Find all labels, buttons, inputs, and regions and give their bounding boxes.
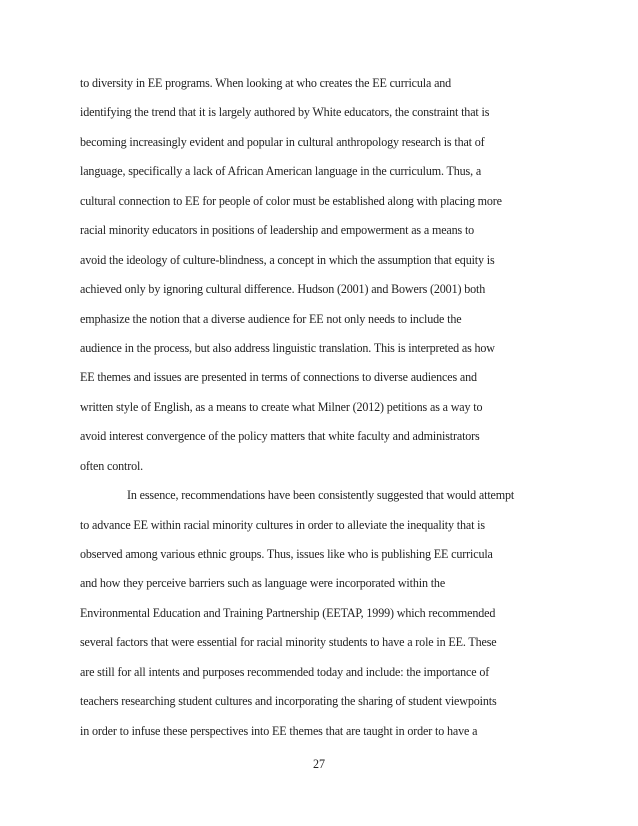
text-line-1: to diversity in EE programs. When looking at who creates the EE curricula and [80, 76, 452, 90]
text-line-18: and how they perceive barriers such as language were incorporated within the [80, 576, 446, 591]
page-number: 27 [312, 757, 326, 771]
text-line-3: becoming increasingly evident and popular in cultural anthropology research is that of [80, 134, 485, 149]
text-line-8: achieved only by ignoring cultural difference. Hudson (2001) and Bowers (2001) both [80, 282, 486, 297]
text-line-5: cultural connection to EE for people of color must be established along with placing more [80, 193, 502, 208]
text-line-13: avoid interest convergence of the policy matters that white faculty and administrators [80, 429, 480, 444]
text-line-22: teachers researching student cultures and incorporating the sharing of student viewpoints [80, 694, 497, 709]
text-line-2: identifying the trend that it is largely authored by White educators, the constraint that is [80, 105, 490, 120]
text-line-14: often control. [80, 458, 144, 473]
text-line-21: are still for all intents and purposes recommended today and include: the importance of [80, 664, 490, 679]
text-line-16: to advance EE within racial minority cultures in order to alleviate the inequality that is [80, 517, 485, 532]
body-text [80, 69, 560, 746]
text-line-20: several factors that were essential for racial minority students to have a role in EE. These [80, 635, 497, 650]
text-line-6: racial minority educators in positions of leadership and empowerment as a means to [80, 223, 475, 238]
text-line-23: in order to infuse these perspectives into EE themes that are taught in order to have a [80, 723, 478, 738]
paragraph-start-line: In essence, recommendations have been consistently suggested that would attempt [127, 488, 515, 503]
text-line-19: Environmental Education and Training Partnership (EETAP, 1999) which recommended [80, 605, 496, 620]
text-line-7: avoid the ideology of culture-blindness, a concept in which the assumption that equity is [80, 252, 495, 267]
text-line-11: EE themes and issues are presented in terms of connections to diverse audiences and [80, 370, 477, 385]
text-line-9: emphasize the notion that a diverse audience for EE not only needs to include the [80, 311, 462, 326]
text-line-17: observed among various ethnic groups. Thus, issues like who is publishing EE curricula [80, 547, 493, 561]
text-line-4: language, specifically a lack of African American language in the curriculum. Thus, a [80, 164, 482, 179]
text-line-12: written style of English, as a means to create what Milner (2012) petitions as a way to [80, 399, 483, 414]
text-line-10: audience in the process, but also address linguistic translation. This is interpreted as how [80, 340, 495, 355]
